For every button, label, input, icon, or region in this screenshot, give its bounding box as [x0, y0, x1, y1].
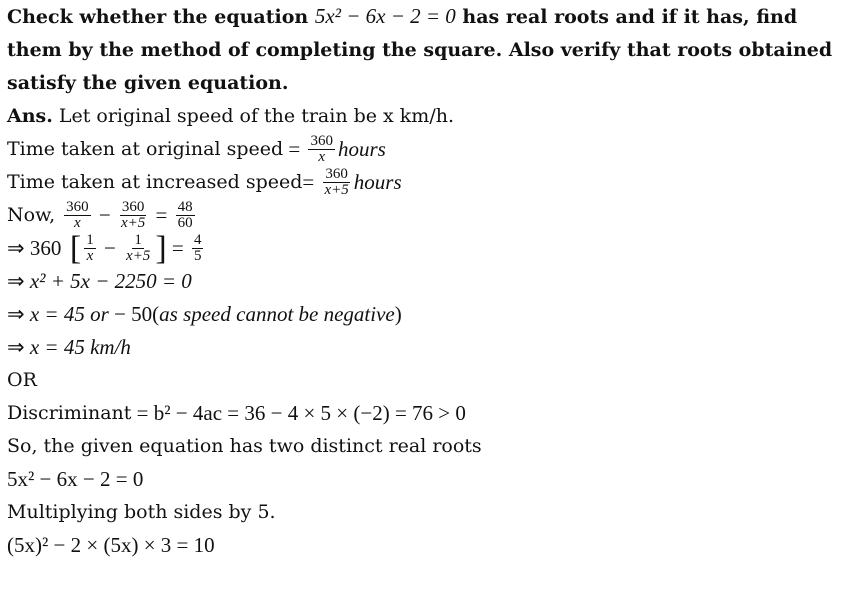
step4-line — [7, 331, 852, 364]
step2-line — [7, 265, 852, 298]
step4-unit: km/h — [90, 335, 131, 359]
time-increased-line: Time taken at increased speed = $\frac{360}{x+5}$ hours — [7, 166, 402, 198]
fraction-denominator: x — [318, 149, 326, 165]
now-line: Now, $\frac{360}{x}$ − $\frac{360}{x+5}$ = $\frac{48}{60}$ — [7, 199, 193, 231]
time-increased-label: Time taken at increased speed — [7, 171, 303, 193]
fraction-numerator: 360 — [325, 166, 348, 182]
question-equation: 5x² − 6x − 2 = 0 — [314, 4, 456, 28]
step1-fraction-c — [192, 233, 204, 264]
fraction-denominator: 5 — [193, 248, 202, 264]
implies-arrow: ⇒ — [7, 335, 30, 359]
equation-line — [7, 463, 852, 496]
step2-equation: x² + 5x − 2250 = 0 — [29, 269, 192, 293]
step3-value-b: − 50( — [114, 302, 160, 326]
time-increased-unit: hours — [353, 170, 402, 194]
answer-intro: Let original speed of the train be x km/h. — [58, 105, 455, 127]
fraction-numerator: 1 — [134, 232, 142, 248]
step3-line — [7, 298, 852, 331]
step3-value-a: x = 45 — [29, 302, 85, 326]
question — [7, 0, 852, 100]
time-increased-fraction — [323, 167, 351, 198]
fraction-denominator: x — [74, 215, 81, 231]
fraction-numerator: 360 — [121, 199, 145, 215]
multiply-line — [7, 496, 852, 529]
step3-note: as speed cannot be negative — [159, 302, 395, 326]
step3-close: ) — [394, 302, 402, 326]
fraction-denominator: 60 — [177, 215, 193, 231]
fraction-numerator: 48 — [177, 199, 193, 215]
now-label: Now, — [7, 204, 56, 226]
discriminant-label: Discriminant — [7, 402, 132, 424]
time-original-line: Time taken at original speed = $\frac{360}{x}$ hours — [7, 133, 386, 165]
discriminant-equation: = b² − 4ac = 36 − 4 × 5 × (−2) = 76 > 0 — [136, 401, 466, 425]
last-equation: (5x)² − 2 × (5x) × 3 = 10 — [7, 533, 215, 557]
fraction-numerator: 1 — [86, 232, 94, 248]
step1-line: ⇒ 360 [ $\frac{1}{x}$ − $\frac{1}{x+5}$ ] = $\frac{4}{5}$ — [7, 229, 202, 267]
implies-arrow: ⇒ — [7, 302, 30, 326]
last-line — [7, 529, 852, 562]
equation-text: 5x² − 6x − 2 = 0 — [7, 467, 144, 491]
implies-arrow: ⇒ — [7, 236, 30, 260]
fraction-numerator: 360 — [310, 133, 333, 149]
fraction-denominator: x+5 — [120, 215, 146, 231]
fraction-numerator: 360 — [66, 199, 89, 215]
fraction-denominator: x — [86, 248, 94, 264]
so-text: So, the given equation has two distinct real roots — [7, 435, 482, 457]
so-line — [7, 430, 852, 463]
time-original-unit: hours — [337, 137, 386, 161]
fraction-denominator: x+5 — [324, 182, 349, 198]
step3-or: or — [90, 302, 109, 326]
or-label: OR — [7, 369, 37, 391]
implies-arrow: ⇒ — [7, 269, 30, 293]
now-fraction-c — [176, 200, 195, 231]
time-original-label: Time taken at original speed — [7, 138, 284, 160]
step1-coef: 360 — [29, 236, 62, 260]
step1-fraction-b — [124, 233, 152, 264]
answer-label: Ans. — [7, 105, 53, 127]
step1-fraction-a — [84, 233, 96, 264]
document — [7, 0, 852, 562]
or-line — [7, 364, 852, 397]
answer-intro-line — [7, 100, 852, 133]
now-fraction-a — [64, 200, 91, 231]
fraction-denominator: x+5 — [126, 248, 151, 264]
question-part2: has real roots and if it has, find them by the method of completing the square. Also verify that roots obtained satisfy the given equation. — [7, 6, 833, 94]
discriminant-line — [7, 397, 852, 430]
now-fraction-b — [119, 200, 147, 231]
multiply-text: Multiplying both sides by 5. — [7, 501, 276, 523]
question-part1: Check whether the equation — [7, 6, 309, 28]
step4-value: x = 45 — [29, 335, 85, 359]
time-original-fraction — [308, 134, 335, 165]
fraction-numerator: 4 — [193, 232, 202, 248]
